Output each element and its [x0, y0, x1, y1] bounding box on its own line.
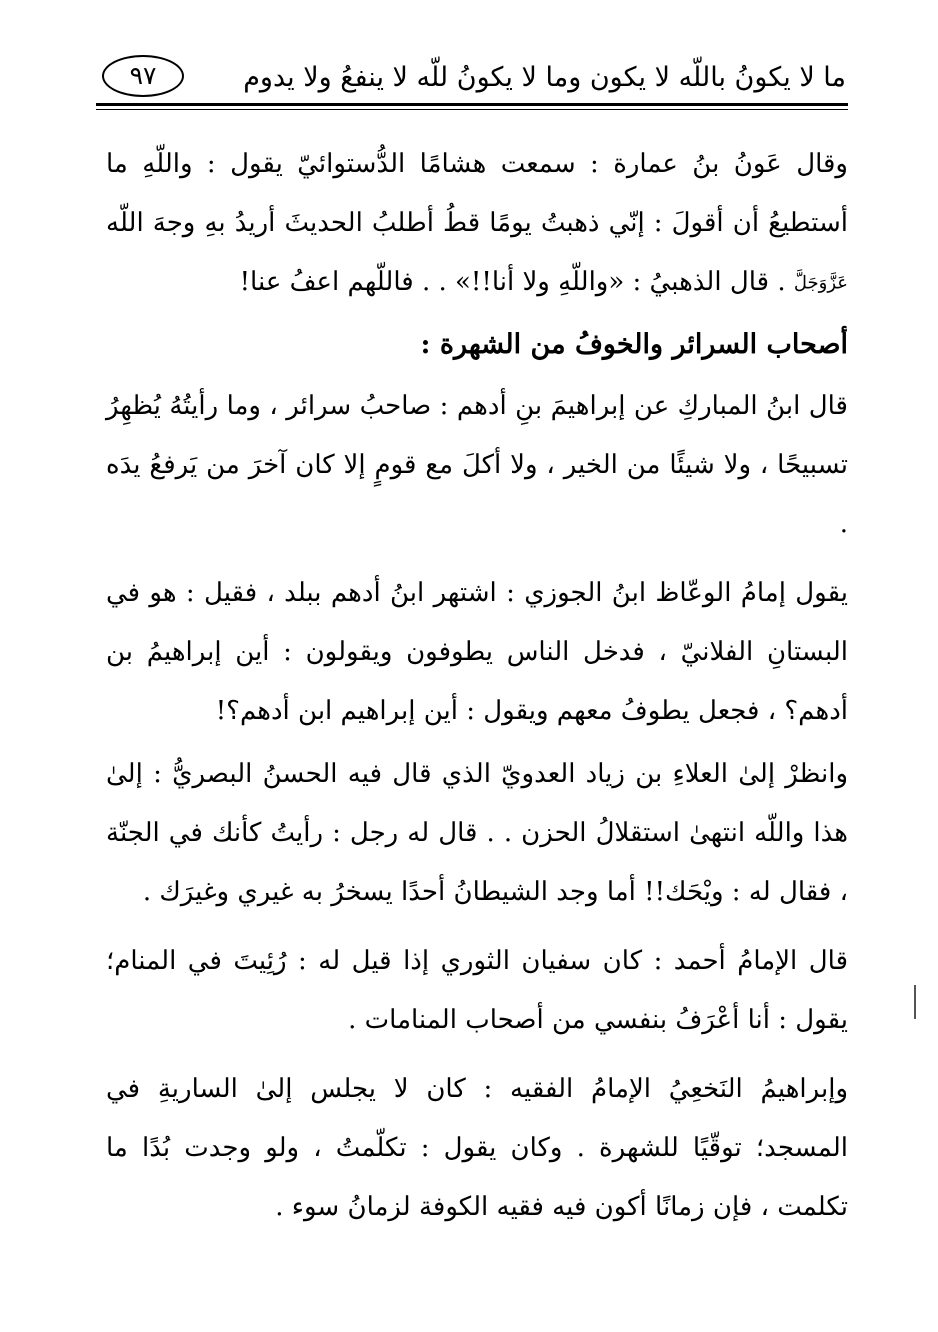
- page-number: ٩٧: [102, 55, 184, 97]
- running-title: ما لا يكونُ باللّه لا يكون وما لا يكونُ للّه لا ينفعُ ولا يدوم: [243, 62, 846, 93]
- paragraph-ibn-al-mubarak: قال ابنُ المباركِ عن إبراهيمَ بنِ أدهم : صاحبُ سرائر ، وما رأيتُهُ يُظهِرُ تسبيحًا ، ولا شيئًا من الخير ، ولا أكلَ مع قومٍ إلا كان آخرَ من يَرفعُ يدَه .: [106, 390, 848, 539]
- paragraph-al-ala-bin-ziyad: وانظرْ إلىٰ العلاءِ بن زياد العدويّ الذي قال فيه الحسنُ البصريُّ : إلىٰ هذا واللّه انتهىٰ استقلالُ الحزن . . قال له رجل : رأيتُ كأنك في الجنّة ، فقال له : ويْحَك!! أما وجد الشيطانُ أحدًا يسخرُ به غيري وغيرَك .: [106, 758, 848, 907]
- paragraph-text: وقال عَونُ بنُ عمارة : سمعت هشامًا الدُّستوائيّ يقول : واللّهِ ما أستطيعُ أن أقولَ : إنّي ذهبتُ يومًا قطُ أطلبُ الحديثَ أريدُ بهِ وجهَ اللّه: [106, 149, 848, 238]
- header-rule-thin: [96, 109, 848, 110]
- page-header: [96, 52, 846, 100]
- paragraph-imam-ahmad: قال الإمامُ أحمد : كان سفيان الثوري إذا قيل له : رُئِيتَ في المنام؛ يقول : أنا أعْرَفُ بنفسي من أصحاب المنامات .: [106, 945, 848, 1035]
- paragraph-text-end: . قال الذهبيُ : «واللّهِ ولا أنا!!» . . فاللّهم اعفُ عنا!: [239, 267, 786, 297]
- paragraph-ibn-al-jawzi: يقول إمامُ الوعّاظ ابنُ الجوزي : اشتهر ابنُ أدهم ببلد ، فقيل : هو في البستانِ الفلانيّ ، فدخل الناس يطوفون ويقولون : أين إبراهيمُ بن أدهم؟ ، فجعل يطوفُ معهم ويقول : أين إبراهيم ابن أدهم؟!: [106, 577, 848, 726]
- page-body: [106, 135, 848, 1237]
- scan-margin-mark: [914, 985, 916, 1019]
- honorific-glyph: عَزَّوَجَلَّ: [793, 272, 848, 294]
- paragraph-ibrahim-al-nakhai: وإبراهيمُ النَخعِيُ الإمامُ الفقيه : كان لا يجلس إلىٰ الساريةِ في المسجد؛ توقّيًا للشهرة . وكان يقول : تكلّمتُ ، ولو وجدت بُدًا ما تكلمت ، فإن زمانًا أكون فيه فقيه الكوفة لزمانُ سوء .: [106, 1073, 848, 1222]
- section-heading: أصحاب السرائر والخوفُ من الشهرة :: [420, 328, 848, 360]
- header-rule: [96, 103, 848, 106]
- paragraph-awn-bin-umara: [106, 135, 848, 313]
